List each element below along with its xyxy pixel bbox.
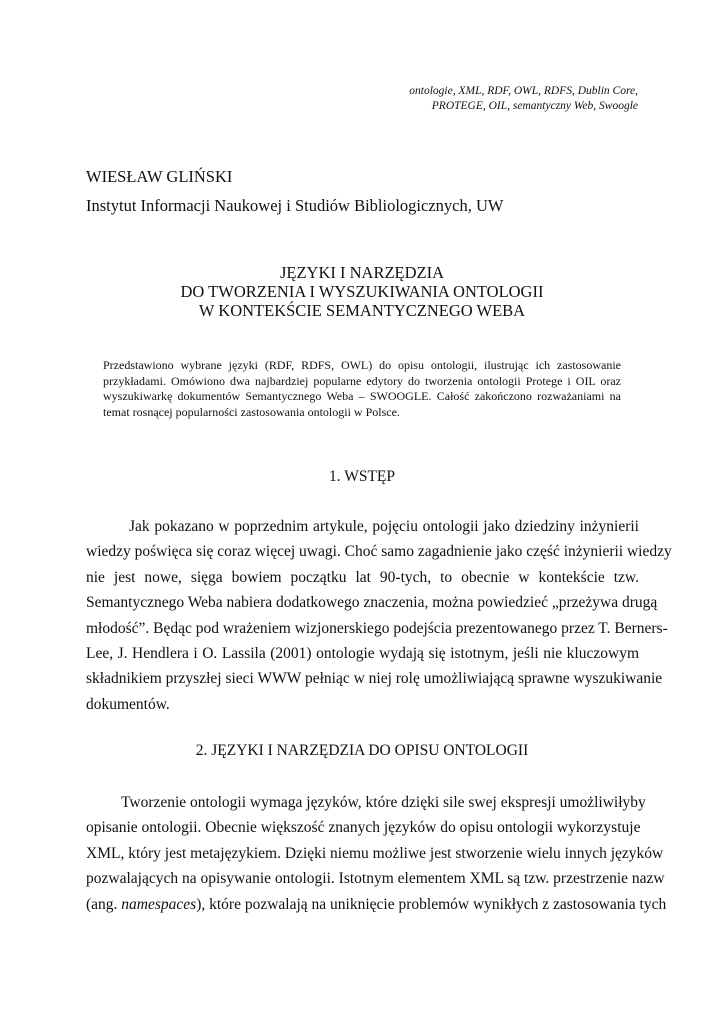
title-line-1: JĘZYKI I NARZĘDZIA [279, 263, 445, 282]
paragraph-line: Lee, J. Hendlera i O. Lassila (2001) ontologie wydają się istotnym, jeśli nie kluczowym [86, 645, 639, 663]
section-2-paragraph [86, 790, 667, 917]
abstract-line: przykładami. Omówiono dwa najbardziej popularne edytory do tworzenia ontologii Protege i OIL oraz [103, 373, 621, 388]
paragraph-line: Semantycznego Weba nabiera dodatkowego znaczenia, można powiedzieć „przeżywa drugą [86, 594, 658, 612]
abstract [103, 358, 621, 420]
author-name: WIESŁAW GLIŃSKI [86, 167, 233, 186]
paper-title [0, 263, 724, 320]
paragraph-line: młodość”. Będąc pod wrażeniem wizjonerskiego podejścia prezentowanego przez T. Berners- [86, 619, 668, 637]
keywords-line-2: PROTEGE, OIL, semantyczny Web, Swoogle [431, 100, 638, 112]
paragraph-line: dokumentów. [86, 695, 170, 713]
keywords-line-1: ontologie, XML, RDF, OWL, RDFS, Dublin Core, [409, 85, 638, 97]
title-line-3: W KONTEKŚCIE SEMANTYCZNEGO WEBA [198, 301, 526, 320]
paragraph-line: nie jest nowe, sięga bowiem początku lat 90-tych, to obecnie w kontekście tzw. [86, 568, 639, 586]
paragraph-line: XML, który jest metajęzykiem. Dzięki niemu możliwe jest stworzenie wielu innych języków [86, 844, 664, 862]
abstract-line: wyszukiwarkę dokumentów Semantycznego Weba – SWOOGLE. Całość zakończono rozważaniami na [103, 389, 621, 403]
paragraph-line-with-italic [86, 892, 667, 917]
paragraph-line: opisanie ontologii. Obecnie większość znanych języków do opisu ontologii wykorzystuje [86, 819, 641, 837]
paragraph-line: wiedzy poświęca się coraz więcej uwagi. Choć samo zagadnienie jako część inżynierii wiedzy [86, 543, 672, 561]
paragraph-line: pozwalających na opisywanie ontologii. Istotnym elementem XML są tzw. przestrzenie nazw [86, 870, 665, 888]
line-text-start: (ang. [86, 895, 122, 913]
italic-term: namespaces [121, 895, 197, 913]
abstract-line: Przedstawiono wybrane języki (RDF, RDFS, OWL) do opisu ontologii, ilustrując ich zastosowanie [103, 358, 621, 372]
abstract-line: temat rosnącej popularności zastosowania ontologii w Polsce. [103, 404, 400, 419]
paragraph-line: składnikiem przyszłej sieci WWW pełniąc w niej rolę umożliwiającą sprawne wyszukiwanie [86, 670, 663, 688]
title-line-2: DO TWORZENIA I WYSZUKIWANIA ONTOLOGII [180, 282, 544, 301]
author-affiliation: Instytut Informacji Naukowej i Studiów Bibliologicznych, UW [86, 196, 504, 215]
paragraph-line: Jak pokazano w poprzednim artykule, pojęciu ontologii jako dziedziny inżynierii [129, 518, 639, 535]
author-block [86, 162, 503, 220]
paragraph-line: Tworzenie ontologii wymaga języków, które dzięki sile swej ekspresji umożliwiłyby [121, 794, 646, 811]
line-text-end: ), które pozwalają na uniknięcie problemów wynikłych z zastosowania tych [196, 895, 667, 913]
section-1-heading: 1. WSTĘP [328, 468, 396, 485]
section-1-paragraph [86, 514, 672, 717]
section-2-heading: 2. JĘZYKI I NARZĘDZIA DO OPISU ONTOLOGII [195, 742, 529, 759]
keywords [409, 84, 638, 114]
